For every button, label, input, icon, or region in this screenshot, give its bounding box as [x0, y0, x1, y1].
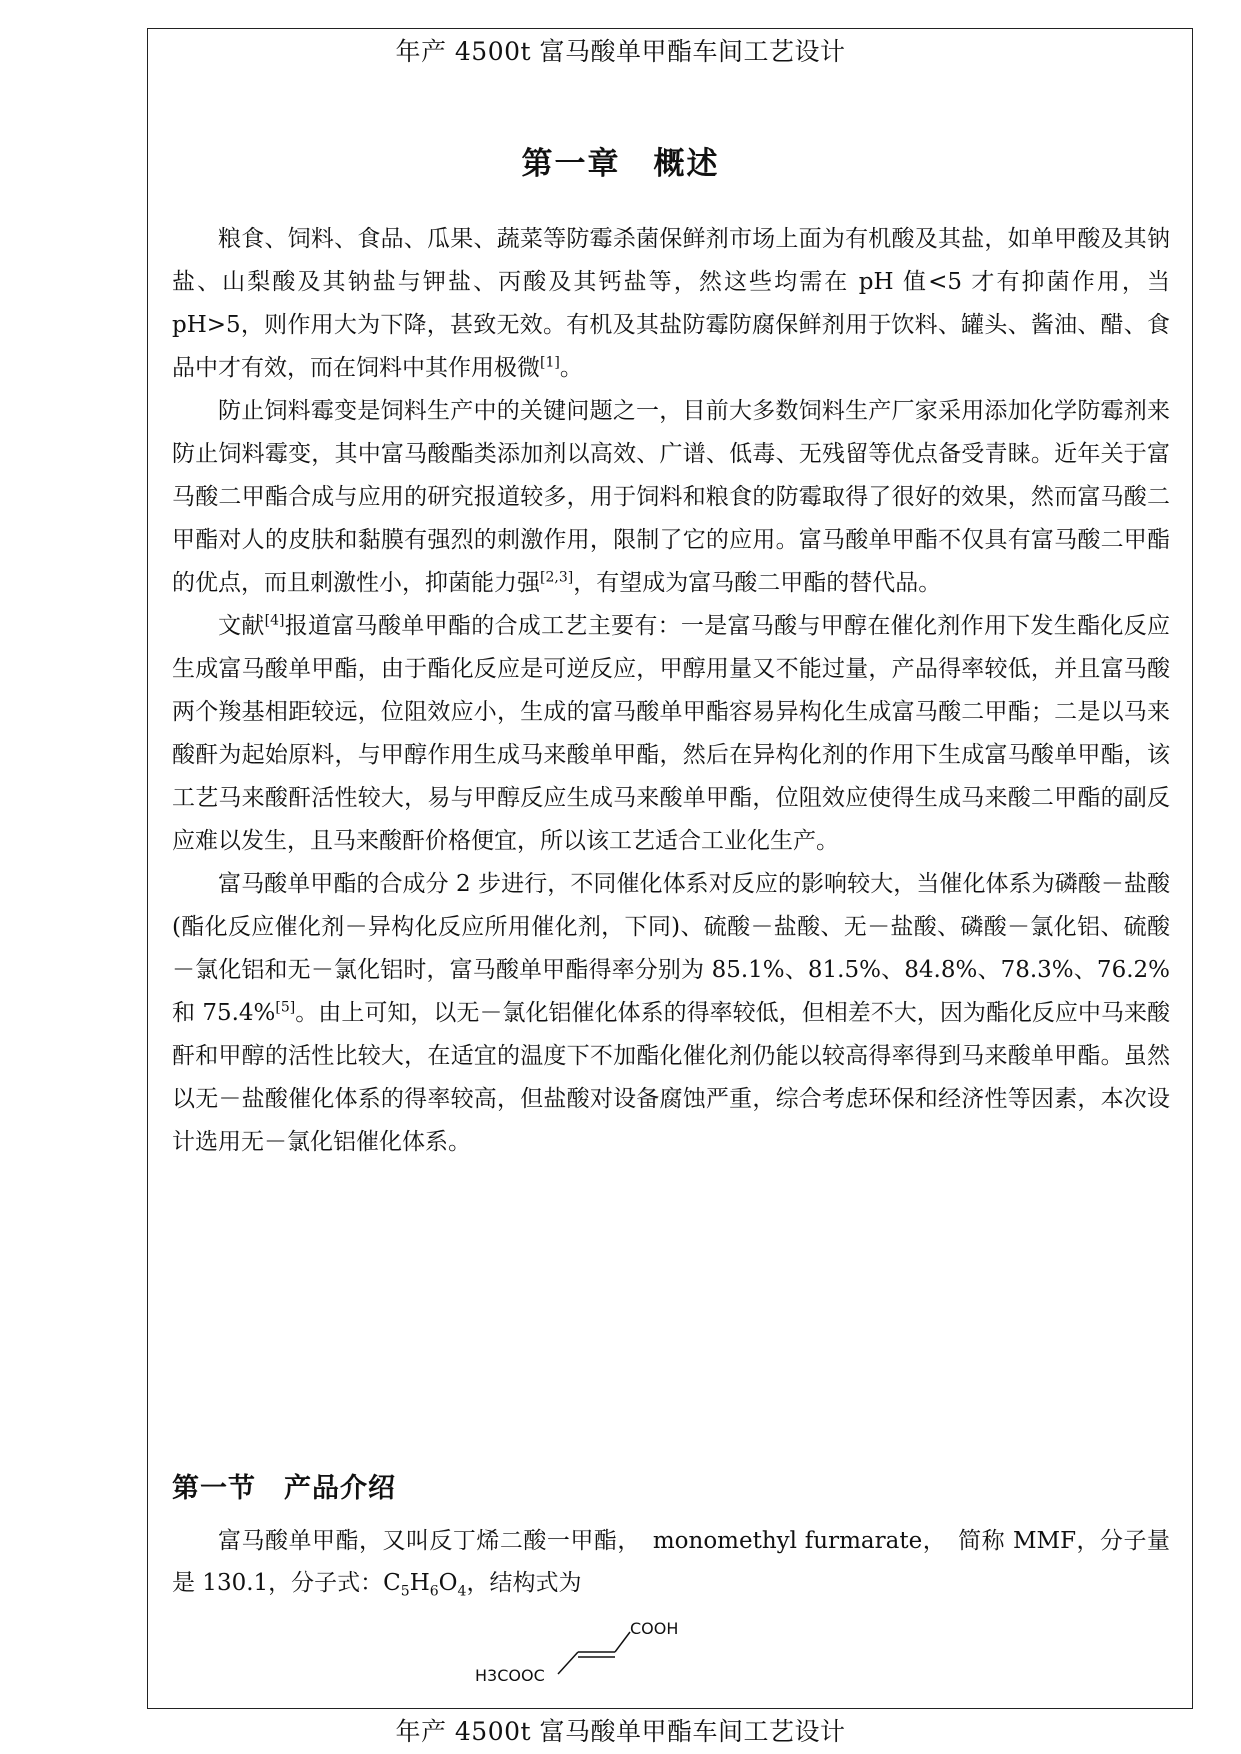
citation-5[interactable]: [5]	[275, 999, 296, 1016]
group-h3cooc: H3COOC	[475, 1666, 545, 1685]
structural-formula	[470, 1608, 710, 1688]
page-footer: 年产 4500t 富马酸单甲酯车间工艺设计	[395, 1717, 846, 1746]
citation-1[interactable]: [1]	[540, 354, 560, 371]
section-title: 第一节 产品介绍	[172, 1473, 396, 1504]
intro-paragraph: 富马酸单甲酯，又叫反丁烯二酸一甲酯， monomethyl furmarate， 简称 MMF，分子量是 130.1，分子式：$C_5H_6O_4$，结构式为	[172, 1528, 1170, 1600]
bond-right	[615, 1632, 630, 1652]
paragraph-1: 粮食、饲料、食品、瓜果、蔬菜等防霉杀菌保鲜剂市场上面为有机酸及其盐，如单甲酸及其钠盐、山梨酸及其钠盐与钾盐、丙酸及其钙盐等，然这些均需在 pH 值<5 才有抑菌作用，当 pH>5，则作用大为下降，甚致无效。有机及其盐防霉防腐保鲜剂用于饮料、罐头、酱油、醋、食品中才有效，而在饲料中其作用极微[1]。	[172, 226, 1170, 381]
citation-2-3[interactable]: [2,3]	[540, 569, 574, 586]
body-text	[172, 218, 1170, 1164]
page-header: 年产 4500t 富马酸单甲酯车间工艺设计	[395, 37, 846, 66]
bond-left	[558, 1652, 578, 1674]
paragraph-2: 防止饲料霉变是饲料生产中的关键问题之一，目前大多数饲料生产厂家采用添加化学防霉剂来防止饲料霉变，其中富马酸酯类添加剂以高效、广谱、低毒、无残留等优点备受青睐。近年关于富马酸二甲酯合成与应用的研究报道较多，用于饲料和粮食的防霉取得了很好的效果，然而富马酸二甲酯对人的皮肤和黏膜有强烈的刺激作用，限制了它的应用。富马酸单甲酯不仅具有富马酸二甲酯的优点，而且刺激性小，抑菌能力强[2,3]，有望成为富马酸二甲酯的替代品。	[172, 398, 1170, 596]
citation-4[interactable]: [4]	[264, 612, 285, 629]
product-intro	[172, 1520, 1170, 1604]
chapter-title: 第一章 概述	[521, 146, 720, 182]
paragraph-3: 文献[4]报道富马酸单甲酯的合成工艺主要有：一是富马酸与甲醇在催化剂作用下发生酯化反应生成富马酸单甲酯，由于酯化反应是可逆反应，甲醇用量又不能过量，产品得率较低，并且富马酸两个羧基相距较远，位阻效应小，生成的富马酸单甲酯容易异构化生成富马酸二甲酯；二是以马来酸酐为起始原料，与甲醇作用生成马来酸单甲酯，然后在异构化剂的作用下生成富马酸单甲酯，该工艺马来酸酐活性较大，易与甲醇反应生成马来酸单甲酯，位阻效应使得生成马来酸二甲酯的副反应难以发生，且马来酸酐价格便宜，所以该工艺适合工业化生产。	[172, 612, 1171, 854]
paragraph-4: 富马酸单甲酯的合成分 2 步进行，不同催化体系对反应的影响较大，当催化体系为磷酸－盐酸(酯化反应催化剂－异构化反应所用催化剂，下同)、硫酸－盐酸、无－盐酸、磷酸－氯化铝、硫酸－氯化铝和无－氯化铝时，富马酸单甲酯得率分别为 85.1%、81.5%、84.8%、78.3%、76.2%和 75.4%[5]。由上可知，以无－氯化铝催化体系的得率较低，但相差不大，因为酯化反应中马来酸酐和甲醇的活性比较大，在适宜的温度下不加酯化催化剂仍能以较高得率得到马来酸单甲酯。虽然以无－盐酸催化体系的得率较高，但盐酸对设备腐蚀严重，综合考虑环保和经济性等因素，本次设计选用无－氯化铝催化体系。	[172, 871, 1170, 1155]
group-cooh: COOH	[630, 1619, 679, 1638]
